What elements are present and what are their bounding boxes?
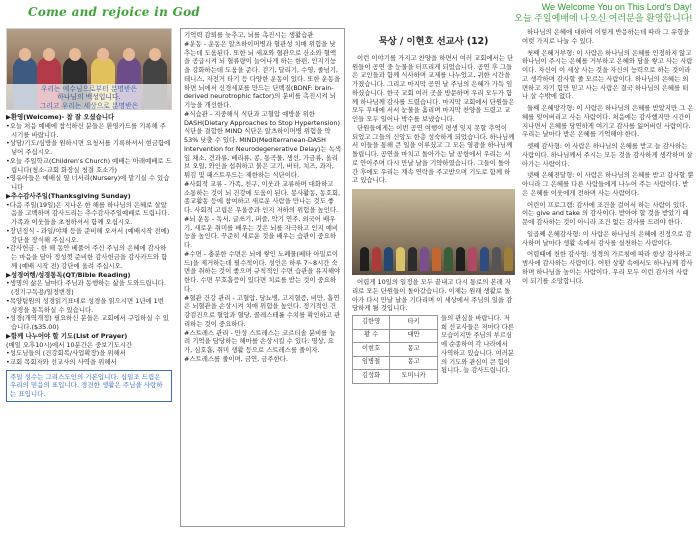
missionary-name: 이현호 (353, 343, 390, 357)
mission-country: 타키 (390, 316, 438, 330)
article-paragraph: #뇌 운동 - 독서, 글쓰기, 퍼즐, 악기 연주, 외국어 배우기, 새로운 취미를 배우는 것은 뇌를 자극하고 인지 예비능을 높인다. 꾸준히 새로운 것을 배우는 습관이 중요하다. (184, 214, 339, 249)
table-row (353, 316, 438, 330)
article-paragraph: #식습관 - 지중해식 식단과 고혈압 예방을 위한 DASH(Dietary Approaches to Stop Hypertension) 식단을 결합한 MIND 식단은 알츠하이머병 위험을 약 53% 낮출 수 있다. MIND(Mediterranean-DASH Intervention for Neurodegenerative Delay)는 녹색잎 채소, 견과류, 베리류, 콩, 통곡물, 생선, 가금류, 올리브 오일, 와인을 섭취하고 붉은 고기, 버터, 치즈, 과자, 튀김 및 패스트푸드는 제한하는 식단이다. (184, 109, 341, 179)
article-paragraph: #운동 - 운동은 알츠하이머병과 혈관성 치매 위험을 낮추는데 도움된다. 또한 뇌 세포와 혈관으로 산소와 혈액을 공급시켜 뇌 혈류량이 늘어나게 하는 한편, 인지기능을 강화하는데 도움을 준다. 걷기, 달리기, 수영, 줄넘기, 테니스, 자전거 타기 등 다양한 운동이 있다. 또한 운동을 하면 뇌에서 신경세포를 만드는 단백질(BDNF: brain-derived neurotrophic factor)의 분비를 촉진시켜 뇌기능을 개선한다. (184, 39, 341, 109)
announcement-item: •장년정식 - 과일/야채 등을 준비해 오셔서 (예배시작 전에) 강단을 장식해 주십시오. (6, 226, 170, 244)
announcement-item: •영유아들은 예배실 옆 너서리(Nursery)에 맡기실 수 있습니다 (6, 174, 170, 191)
table-row (353, 329, 438, 343)
meditation-paragraph: 어렵게 10일의 일정을 모두 끝내고 다시 통로의 본래 자리로 모든 단원들이 돌아갔습니다. 이제는 원래 생활로 돌아가 다시 만날 날을 기다리며 이 세상에서 주님의 일을 감당하게 될 것입니다. (352, 278, 513, 313)
health-article (180, 28, 345, 527)
article-paragraph: #혈관 건강 관리 - 고혈압, 당뇨병, 고지혈증, 비만, 흡연은 뇌혈관을 손상시켜 치매 위험을 높인다. 정기적인 건강검진으로 혈압과 혈당, 콜레스테롤 수치를 확인하고 관리하는 것이 중요하다. (184, 293, 341, 328)
announcement-item: •감사헌금 - 한 해 동안 베풀어 주신 주님의 은혜에 감사하는 마음을 담아 정성껏 준비한 감사헌금을 감사카드와 함께 (예배 시작 전) 강단에 올려 주십시오. (6, 244, 168, 270)
meditation-title: 묵상 / 이현호 선교사 (12) (378, 36, 489, 47)
announcement-item: •오늘 주일학교(Children's Church) 예배는 아래예배로 드립니다(청소-교회 화장실 청결 호소가) (6, 156, 172, 174)
meditation-paragraph: 단원들에게는 이번 공연 여행이 평생 잊지 못할 추억이 되었고 그들의 신앙도 한층 성숙하게 되었습니다. 하나님께서 이들을 통해 큰 일을 이루셨고 그 모든 영광을 하나님께 돌립니다. 공연을 마치고 돌아가는 날 공항에서 우리는 서로 안아주며 다시 만날 날을 기약하였습니다. 그들이 돌아간 후에도 우리는 계속 연락을 주고받으며 기도로 함께 하고 있습니다. (352, 123, 515, 185)
meditation-paragraph: 이런 이야기를 가지고 찬양을 하면서 여러 교회에서는 단원들이 공연 중 눈물을 터뜨리게 되었습니다. 공연 후 그들은 교인들과 함께 식사하며 교제를 나누었고, 귀한 시간을 가졌습니다. 그리고 마지막 공연 날 주님의 은혜가 가득 임하셨습니다. 한국 교회 여러 곳을 방문하며 우리 모두가 함께 하나님께 감사를 드렸습니다. 마지막 교회에서 단원들은 모두 무대에 서서 눈물을 흘리며 마지막 찬양을 드렸고 교인들 모두 일어나 박수를 보냈습니다. (352, 53, 515, 123)
table-row (353, 356, 438, 370)
announcement-item: •상담/기도/심방을 원하시면 요청서를 기록하셔서 현금함에 넣어 주십시오. (6, 139, 171, 156)
announcement-item: •목양팀원의 성경읽기표대로 성경을 읽으시면 1년에 1번 성경을 통독하실 수 있습니다. (6, 296, 164, 314)
grace-paragraph: 셋째 감사형: 이 사람은 하나님의 은혜를 받고 늘 감사하는 사람이다. 하나님께서 주시는 모든 것을 감사하게 생각하며 살아가는 사람이다. (522, 142, 693, 168)
section-heading: ▶추수감사주일(Thanksgiving Sunday) (6, 191, 131, 200)
section-heading: ▶성경여행/성경통독(QT/Bible Reading) (6, 270, 131, 279)
grace-paragraph: 어린이 프로그램: 감사에 조건을 걸어서 하는 사람이 있다. 이는 give and take 의 감사이다. 받아야 할 것을 받았기 때문에 감사하는 것이 아니라 조건 없는 감사를 드려야 한다. (522, 200, 689, 226)
mission-country: 몽고 (390, 343, 438, 357)
grace-paragraph: 어렵때에 천한 감사형: 성경의 가르침에 따라 항상 감사하고 범사에 감사하는 사람이다. 어떤 상황 속에서도 하나님께 감사하며 하나님을 높이는 사람이다. 우리 모두 이런 감사의 사람이 되기를 소망합니다. (522, 250, 693, 285)
missionary-name: 김성화 (353, 370, 390, 384)
missionary-name: 김한영 (353, 316, 390, 330)
mission-country: 도미니카 (390, 370, 438, 384)
welcome-banner (514, 2, 692, 24)
announcement-item: •오늘 처음 예배에 참석하신 분들은 환영카드를 기록해 주시기를 바랍니다. (6, 121, 166, 139)
announcement-item: •성도님들의 (건강회복/사업확장)을 위해서 (6, 349, 126, 358)
table-row (353, 343, 438, 357)
announcement-item: •성경(개역개정) 필요하신 분들은 교회에서 구입하실 수 있습니다.($35.00) (6, 314, 169, 331)
congregation-photo (6, 28, 172, 110)
bulletin-title: Come and rejoice in God (28, 5, 201, 19)
grace-paragraph: 둘째 은혜망각형: 이 사람은 하나님의 은혜를 받았지만 그 은혜를 잊어버리고 사는 사람이다. 처음에는 감사했지만 시간이 지나면서 은혜를 당연하게 여기고 감사를 잃어버린 사람이다. 우리는 날마다 받은 은혜를 기억해야 한다. (522, 104, 694, 139)
missionary-name: 임병철 (353, 356, 390, 370)
article-paragraph: #스트레스를 줄이며, 금연, 금주한다. (184, 354, 288, 363)
caption-line: 하나님의 백성입니다. (57, 93, 121, 102)
article-heading: 기억력 감퇴를 늦추고, 뇌를 촉진시는 생활습관 (184, 31, 314, 39)
meditation-column (352, 28, 515, 533)
article-paragraph: #스트레스 관리 - 만성 스트레스는 코르티솔 분비를 늘려 기억을 담당하는 해마를 손상시킬 수 있다. 명상, 요가, 심호흡, 취미 생활 등으로 스트레스를 줄이자. (184, 328, 336, 354)
grace-paragraph: 첫째 은혜거부형: 이 사람은 하나님의 은혜를 인정하지 않고 하나님이 주시는 은혜를 거부하고 은혜와 담을 쌓고 사는 사람이다. 자신이 이 세상 사는 것을 자신의 능력으로 하는 것이라고 생각하며 감사할 줄 모르는 사람이다. 하나님의 은혜는 외면하고 자기 힘만 믿고 사는 사람은 결국 하나님의 은혜를 떠나 살 수밖에 없다. (522, 48, 693, 101)
grace-article-column (522, 28, 694, 533)
table-row (353, 370, 438, 384)
table-side-text: 들의 관심을 바랍니다. 저희 선교사들은 저마다 다른 모습이지만 주님의 부르심에 순종하여 각 나라에서 사역하고 있습니다. 여러분의 기도와 관심이 큰 힘이 됩니다. 늘 감사드립니다. (441, 315, 514, 375)
grace-paragraph: 하나님의 은혜에 대하여 이렇게 반응하는데 따라 그 유형을 여럿 가지로 나눌 수 있다. (522, 28, 690, 45)
announcements-column (6, 28, 172, 533)
announcement-item: •다음 주일(19일)은 지나온 한 해를 하나님의 은혜로 살았음을 고백하며 감사드리는 추수감사주일예배로 드립니다. 가족과 이웃들을 초청하셔서 함께 오십시오. (6, 200, 170, 226)
missionary-name: 황 수 (353, 329, 390, 343)
missionary-table (352, 315, 438, 384)
grace-paragraph: 넷째 은혜전달형: 이 사람은 하나님의 은혜를 받고 감사할 뿐 아니라 그 은혜를 다른 사람들에게 나누어 주는 사람이다. 받은 은혜를 이웃에게 전하며 사는 사람이다. (522, 171, 694, 197)
caption-line: 우리는 예수님으로부터 분명받은 (40, 85, 138, 93)
welcome-korean: 오늘 주일예배에 나오신 여러분을 환영합니다! (514, 13, 692, 23)
grace-paragraph: 일곱째 은혜감사형: 이 사람은 하나님의 은혜에 진정으로 감사하며 날마다 생활 속에서 감사를 실천하는 사람이다. (522, 229, 692, 247)
section-heading: ▶함께 나누어야 할 기도(List of Prayer) (6, 331, 128, 340)
welcome-english: We Welcome You on This Lord's Day! (541, 2, 692, 12)
photo-caption (7, 84, 171, 109)
health-article-column (180, 28, 345, 533)
announcement-item: (매일 오후10시)에서 10분간은 중보기도시간 (6, 340, 133, 349)
mission-country: 몽고 (390, 356, 438, 370)
announcement-item: •교회 목회자와 선교사의 사역을 위해서 (6, 358, 117, 366)
announcement-item: •생명의 삶은 날마다 주님과 동행하는 삶을 도와드립니다. (정기구독용/일정변경) (6, 279, 166, 296)
motto-box: 주일 성수는 그리스도인의 기본입니다. 십일조 드림은 우리의 믿음의 표입니다. 경건한 생활은 주님을 사랑하는 표입니다. (6, 370, 172, 402)
section-heading: ▶환영(Welcome)- 참 잘 오셨습니다 (6, 113, 115, 121)
mission-country: 대만 (390, 329, 438, 343)
article-paragraph: #수면 - 충분한 수면은 뇌에 쌓인 노폐물(베타 아밀로이드)을 제거하는데 필수적이다. 성인은 하루 7~8시간 숙면을 취하는 것이 좋으며 규칙적인 수면 습관을 유지해야 한다. 수면 무호흡증이 있다면 치료를 받는 것이 중요하다. (184, 249, 341, 293)
mission-team-photo (352, 189, 515, 275)
caption-line: 그리고 우리는 세상으로 분명받은 (39, 101, 139, 110)
article-paragraph: #사회적 교류 - 가족, 친구, 이웃과 교류하며 대화하고 소통하는 것이 뇌 건강에 도움이 된다. 봉사활동, 동호회, 종교활동 등에 참여하고 새로운 사람을 만나는 것도 좋다. 사회적 고립은 우울증과 인지 저하의 위험을 높인다. (184, 179, 341, 214)
